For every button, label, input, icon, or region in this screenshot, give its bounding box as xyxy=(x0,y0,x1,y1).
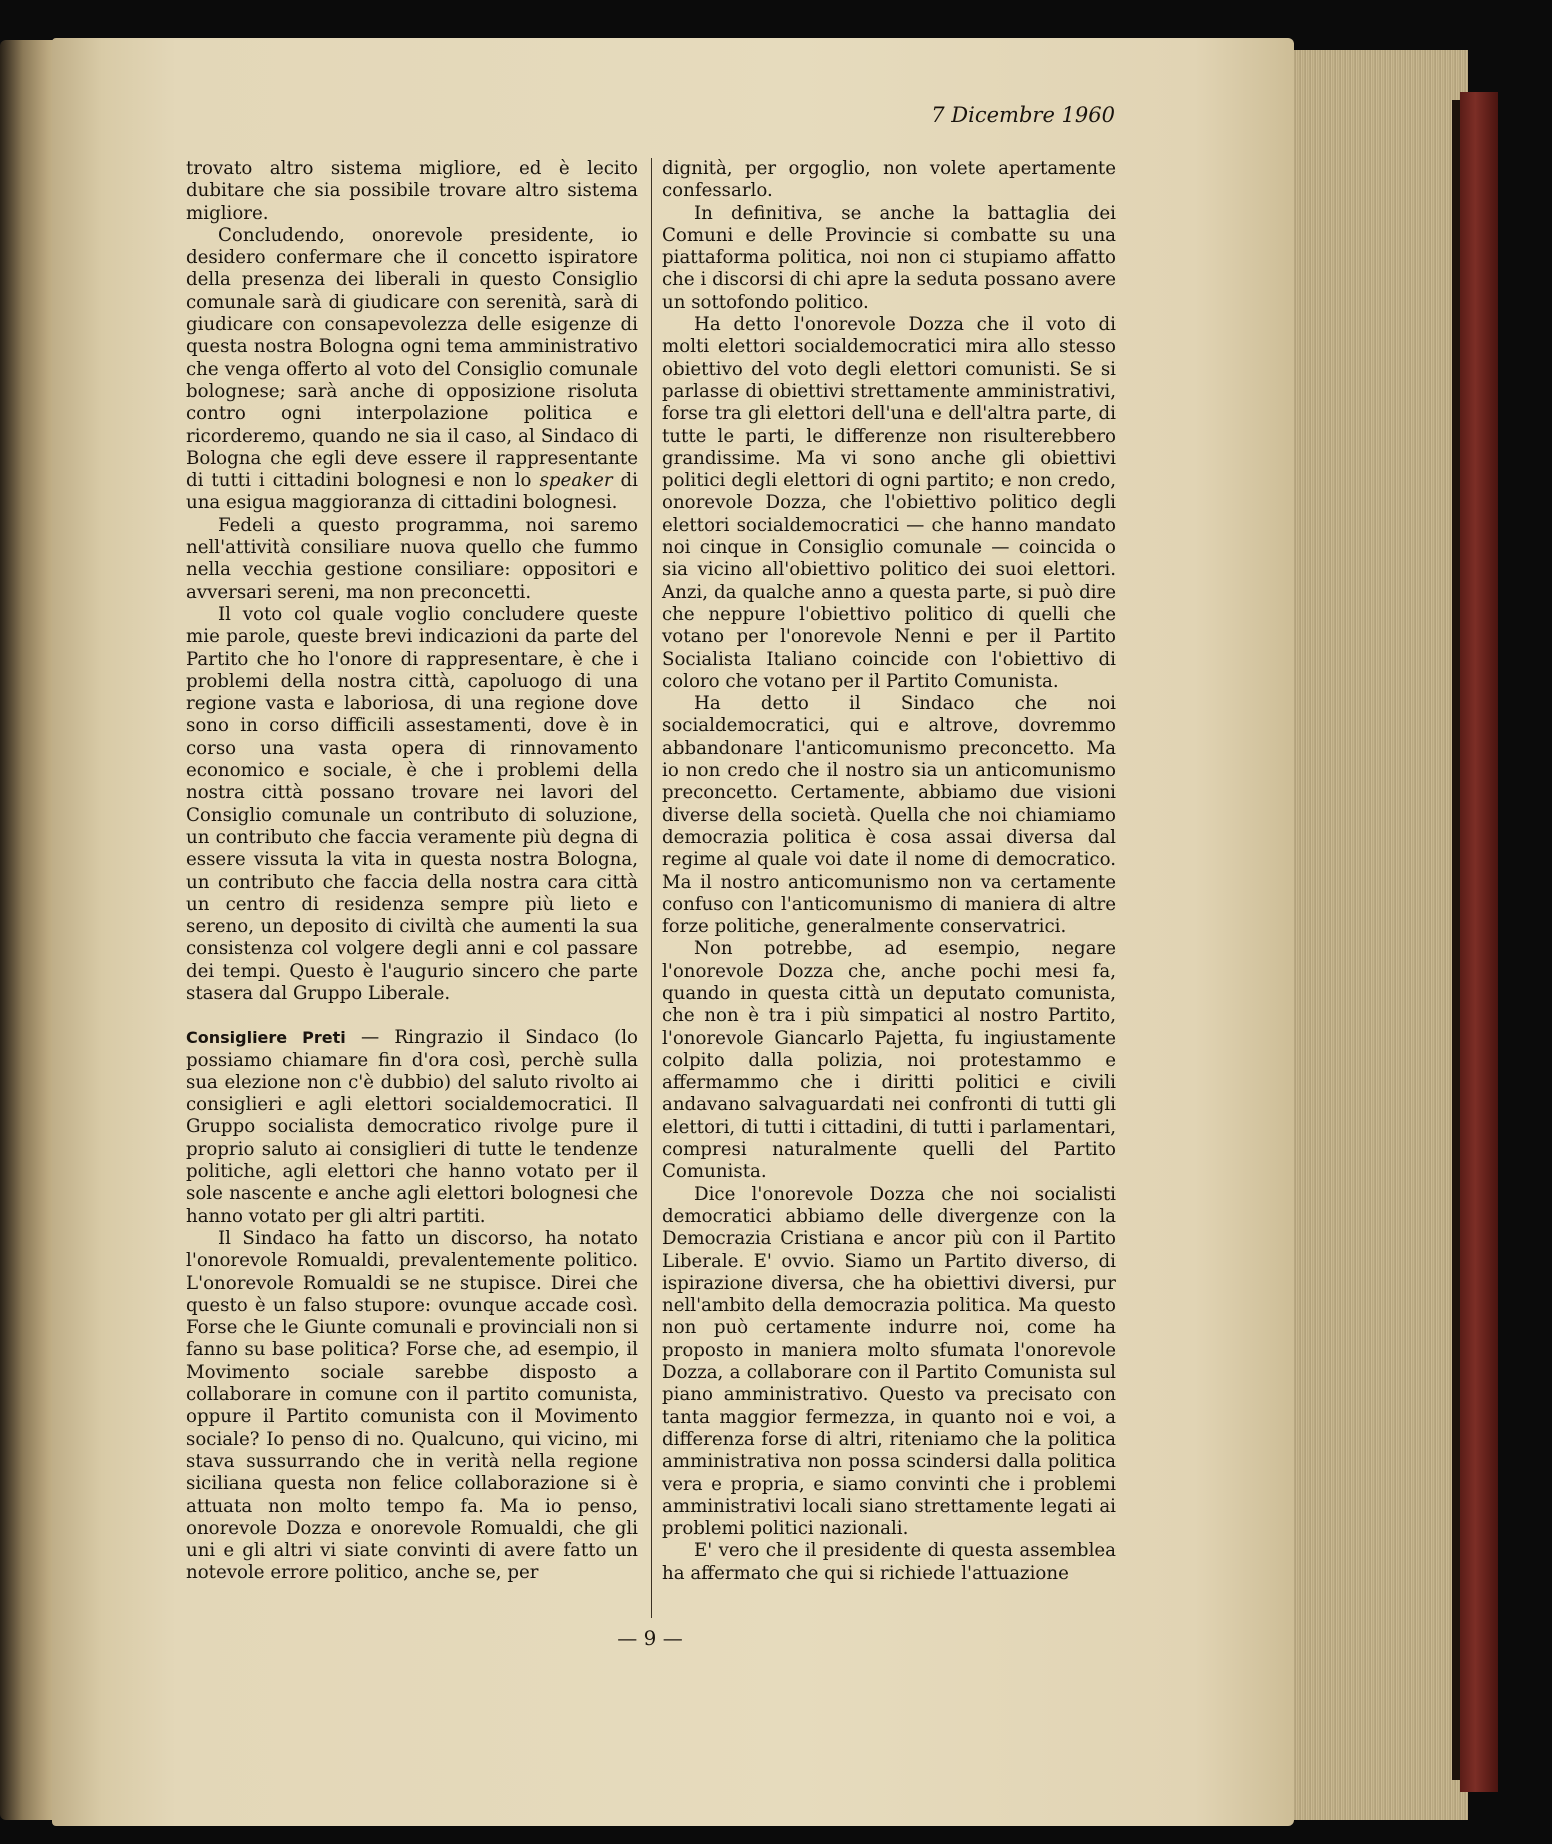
left-text-column xyxy=(186,158,638,1585)
speaker-paragraph: Consigliere Preti — Ringrazio il Sindaco (lo possiamo chiamare fin d'ora così, perchè sulla sua elezione non c'è dubbio) del saluto rivolto ai consiglieri e agli elettori socialdemocratici. Il Gruppo socialista democratico rivolge pure il proprio saluto ai consiglieri di tutte le tendenze politiche, agli elettori che hanno votato per il sole nascente e anche agli elettori bolognesi che hanno votato per gli altri partiti. xyxy=(186,1027,638,1227)
page-block-edge xyxy=(1292,50,1468,1820)
paragraph: Ha detto il Sindaco che noi socialdemocratici, qui e altrove, dovremmo abbandonare l'anticomunismo preconcetto. Ma io non credo che il nostro sia un anticomunismo preconcetto. Certamente, abbiamo due visioni diverse della società. Quella che noi chiamiamo democrazia politica è cosa assai diversa dal regime al quale voi date il nome di democratico. Ma il nostro anticomunismo non va certamente confuso con l'anticomunismo di maniera di altre forze politiche, generalmente conservatrici. xyxy=(662,693,1116,938)
paragraph: Non potrebbe, ad esempio, negare l'onorevole Dozza che, anche pochi mesi fa, quando in questa città un deputato comunista, che non è tra i più simpatici al nostro Partito, l'onorevole Giancarlo Pajetta, fu ingiustamente colpito dalla polizia, noi protestammo e affermammo che i diritti politici e civili andavano salvaguardati nei confronti di tutti gli elettori, di tutti i cittadini, di tutti i parlamentari, compresi naturalmente quelli del Partito Comunista. xyxy=(662,938,1116,1183)
page-number: — 9 — xyxy=(617,1626,683,1650)
right-text-column xyxy=(662,158,1116,1585)
paragraph: trovato altro sistema migliore, ed è lecito dubitare che sia possibile trovare altro sistema migliore. xyxy=(186,158,638,224)
paragraph: dignità, per orgoglio, non volete apertamente confessarlo. xyxy=(662,158,1116,202)
paragraph: Il voto col quale voglio concludere queste mie parole, queste brevi indicazioni da parte del Partito che ho l'onore di rappresentare, è che i problemi della nostra città, capoluogo di una regione vasta e laboriosa, di una regione dove sono in corso difficili assestamenti, dove è in corso una vasta opera di rinnovamento economico e sociale, è che i problemi della nostra città possano trovare nei lavori del Consiglio comunale un contributo di soluzione, un contributo che faccia veramente più degna di essere vissuta la vita in questa nostra Bologna, un contributo che faccia della nostra cara città un centro di residenza sempre più lieto e sereno, un deposito di civiltà che aumenti la sua consistenza col volgere degli anni e col passare dei tempi. Questo è l'augurio sincero che parte stasera dal Gruppo Liberale. xyxy=(186,603,638,1004)
paragraph: Fedeli a questo programma, noi saremo nell'attività consiliare nuova quello che fummo nella vecchia gestione consiliare: oppositori e avversari sereni, ma non preconcetti. xyxy=(186,514,638,603)
paragraph: Dice l'onorevole Dozza che noi socialisti democratici abbiamo delle divergenze con la Democrazia Cristiana e ancor più con il Partito Liberale. E' ovvio. Siamo un Partito diverso, di ispirazione diversa, che ha obiettivi diversi, pur nell'ambito della democrazia politica. Ma questo non può certamente indurre noi, come ha proposto in maniera molto sfumata l'onorevole Dozza, a collaborare con il Partito Comunista sul piano amministrativo. Questo va precisato con tanta maggior fermezza, in quanto noi e voi, a differenza forse di altri, riteniamo che la politica amministrativa non possa scindersi dalla politica vera e propria, e siamo convinti che i problemi amministrativi locali siano strettamente legati ai problemi politici nazionali. xyxy=(662,1183,1116,1540)
page-header-date: 7 Dicembre 1960 xyxy=(931,103,1115,127)
paragraph: Il Sindaco ha fatto un discorso, ha notato l'onorevole Romualdi, prevalentemente politico. L'onorevole Romualdi se ne stupisce. Direi che questo è un falso stupore: ovunque accade così. Forse che le Giunte comunali e provinciali non si fanno su base politica? Forse che, ad esempio, il Movimento sociale sarebbe disposto a collaborare in comune con il partito comunista, oppure il Partito comunista con il Movimento sociale? Io penso di no. Qualcuno, qui vicino, mi stava sussurrando che in verità nella regione siciliana questa non felice collaborazione si è attuata non molto tempo fa. Ma io penso, onorevole Dozza e onorevole Romualdi, che gli uni e gli altri vi siate convinti di avere fatto un notevole errore politico, anche se, per xyxy=(186,1227,638,1584)
column-divider xyxy=(651,158,652,1618)
paragraph: Ha detto l'onorevole Dozza che il voto di molti elettori socialdemocratici mira allo stesso obiettivo del voto degli elettori comunisti. Se si parlasse di obiettivi strettamente amministrativi, forse tra gli elettori dell'una e dell'altra parte, di tutte le parti, le differenze non risulterebbero grandissime. Ma vi sono anche gli obiettivi politici degli elettori di ogni partito; e non credo, onorevole Dozza, che l'obiettivo politico degli elettori socialdemocratici — che hanno mandato noi cinque in Consiglio comunale — coincida o sia vicino all'obiettivo politico dei suoi elettori. Anzi, da qualche anno a questa parte, si può dire che neppure l'obiettivo politico di quelli che votano per l'onorevole Nenni e per il Partito Socialista Italiano coincide con l'obiettivo di coloro che votano per il Partito Comunista. xyxy=(662,314,1116,692)
paragraph: In definitiva, se anche la battaglia dei Comuni e delle Provincie si combatte su una piattaforma politica, noi non ci stupiamo affatto che i discorsi di chi apre la seduta possano avere un sottofondo politico. xyxy=(662,202,1116,313)
paragraph: E' vero che il presidente di questa assemblea ha affermato che qui si richiede l'attuazione xyxy=(662,1540,1116,1584)
book-binding xyxy=(1460,92,1498,1792)
left-page-edge xyxy=(0,40,58,1820)
paragraph: Concludendo, onorevole presidente, io desidero confermare che il concetto ispiratore della presenza dei liberali in questo Consiglio comunale sarà di giudicare con serenità, sarà di giudicare con consapevolezza delle esigenze di questa nostra Bologna ogni tema amministrativo che venga offerto al voto del Consiglio comunale bolognese; sarà anche di opposizione risoluta contro ogni interpolazione politica e ricorderemo, quando ne sia il caso, al Sindaco di Bologna che egli deve essere il rappresentante di tutti i cittadini bolognesi e non lo speaker di una esigua maggioranza di cittadini bolognesi. xyxy=(186,224,638,514)
italic-word: speaker xyxy=(539,470,613,492)
speaker-name: Consigliere Preti xyxy=(186,1028,346,1048)
